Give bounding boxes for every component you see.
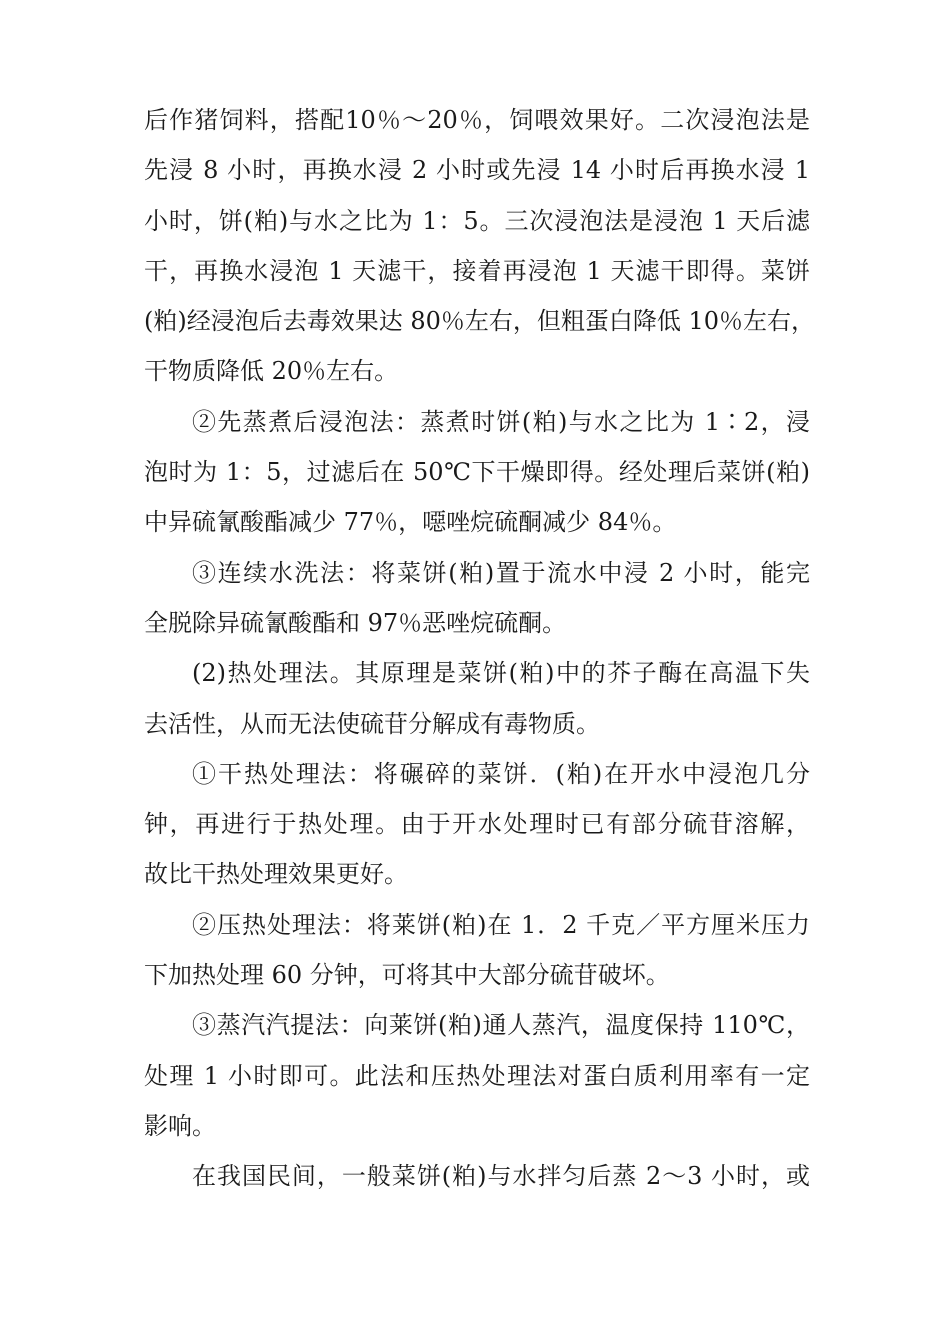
text-line: 干物质降低 20％左右。 bbox=[144, 357, 399, 386]
text-line: 后作猪饲料，搭配10％～20％，饲喂效果好。二次浸泡法是 bbox=[144, 106, 810, 134]
text-line: ①干热处理法：将碾碎的菜饼．(粕)在开水中浸泡几分 bbox=[192, 759, 810, 788]
text-line: 钟，再进行于热处理。由于开水处理时已有部分硫苷溶解， bbox=[144, 810, 810, 839]
text-line: ③连续水洗法：将菜饼(粕)置于流水中浸 2 小时，能完 bbox=[192, 558, 810, 587]
text-line: 干，再换水浸泡 1 天滤干，接着再浸泡 1 天滤干即得。菜饼 bbox=[144, 256, 810, 285]
text-line: 处理 1 小时即可。此法和压热处理法对蛋白质利用率有一定 bbox=[144, 1061, 810, 1090]
text-line: ②先蒸煮后浸泡法：蒸煮时饼(粕)与水之比为 1∶2，浸 bbox=[192, 407, 810, 436]
text-line: ③蒸汽汽提法：向莱饼(粕)通人蒸汽，温度保持 110℃， bbox=[192, 1011, 810, 1040]
text-line: ②压热处理法：将莱饼(粕)在 1．2 千克／平方厘米压力 bbox=[192, 910, 810, 939]
text-line: (粕)经浸泡后去毒效果达 80％左右，但粗蛋白降低 10％左右， bbox=[144, 307, 816, 336]
text-line: (2)热处理法。其原理是菜饼(粕)中的芥子酶在高温下失 bbox=[192, 659, 810, 688]
text-line: 全脱除异硫氰酸酯和 97％恶唑烷硫酮。 bbox=[144, 608, 567, 637]
text-line: 影响。 bbox=[144, 1111, 216, 1140]
document-body bbox=[144, 95, 816, 1202]
text-line: 在我国民间，一般菜饼(粕)与水拌匀后蒸 2～3 小时，或 bbox=[192, 1162, 810, 1191]
text-line: 小时，饼(粕)与水之比为 1：5。三次浸泡法是浸泡 1 天后滤 bbox=[144, 206, 810, 235]
text-line: 中异硫氰酸酯减少 77％，噁唑烷硫酮减少 84％。 bbox=[144, 508, 677, 537]
text-line: 泡时为 1：5，过滤后在 50℃下干燥即得。经处理后菜饼(粕) bbox=[144, 458, 810, 487]
text-line: 故比干热处理效果更好。 bbox=[144, 860, 408, 889]
text-line: 去活性，从而无法使硫苷分解成有毒物质。 bbox=[144, 709, 600, 738]
text-line: 先浸 8 小时，再换水浸 2 小时或先浸 14 小时后再换水浸 1 bbox=[144, 156, 810, 185]
text-line: 下加热处理 60 分钟，可将其中大部分硫苷破坏。 bbox=[144, 961, 670, 990]
